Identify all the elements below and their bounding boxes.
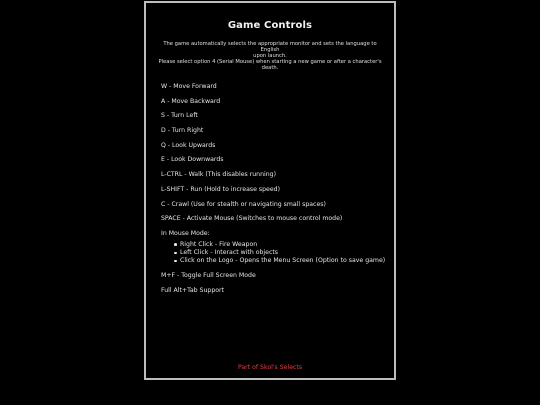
mouse-mode-heading: In Mouse Mode: [161,229,210,237]
control-look-down: E - Look Downwards [161,156,224,164]
bullet-icon [174,260,177,263]
intro-line: The game automatically selects the appropriate monitor and sets the language to English [163,41,377,53]
control-forward: W - Move Forward [161,83,217,90]
control-backward: A - Move Backward [161,97,221,105]
controls-list [161,83,394,302]
control-run: L-SHIFT - Run (Hold to increase speed) [161,185,280,193]
mouse-item-interact: Left Click - Interact with objects [180,249,279,257]
mouse-item-fire: Right Click - Fire Weapon [180,240,258,248]
list-item [175,241,394,249]
mouse-mode-list [161,241,394,266]
list-item [175,257,394,265]
bullet-icon [174,252,177,255]
control-turn-right: D - Turn Right [161,127,204,135]
list-item [175,249,394,257]
bullet-icon [174,243,177,246]
control-turn-left: S - Turn Left [161,112,198,120]
intro-line: Please select option 4 (Serial Mouse) when starting a new game or after a character's [158,59,382,65]
control-alt-tab: Full Alt+Tab Support [161,287,225,295]
intro-text [156,41,384,71]
game-controls-panel [144,1,396,380]
intro-line: upon launch. [253,53,287,59]
control-crawl: C - Crawl (Use for stealth or navigating small spaces) [161,200,326,208]
page-title: Game Controls [227,20,313,31]
control-look-up: Q - Look Upwards [161,141,216,149]
control-activate-mouse: SPACE - Activate Mouse (Switches to mouse control mode) [161,215,343,223]
control-walk: L-CTRL - Walk (This disables running) [161,171,276,179]
mouse-item-menu: Click on the Logo - Opens the Menu Screen (Option to save game) [180,257,386,265]
control-fullscreen: M+F - Toggle Full Screen Mode [161,272,256,280]
footer-link[interactable]: Part of Skol's Selects [237,364,303,371]
intro-line: death. [261,65,279,71]
